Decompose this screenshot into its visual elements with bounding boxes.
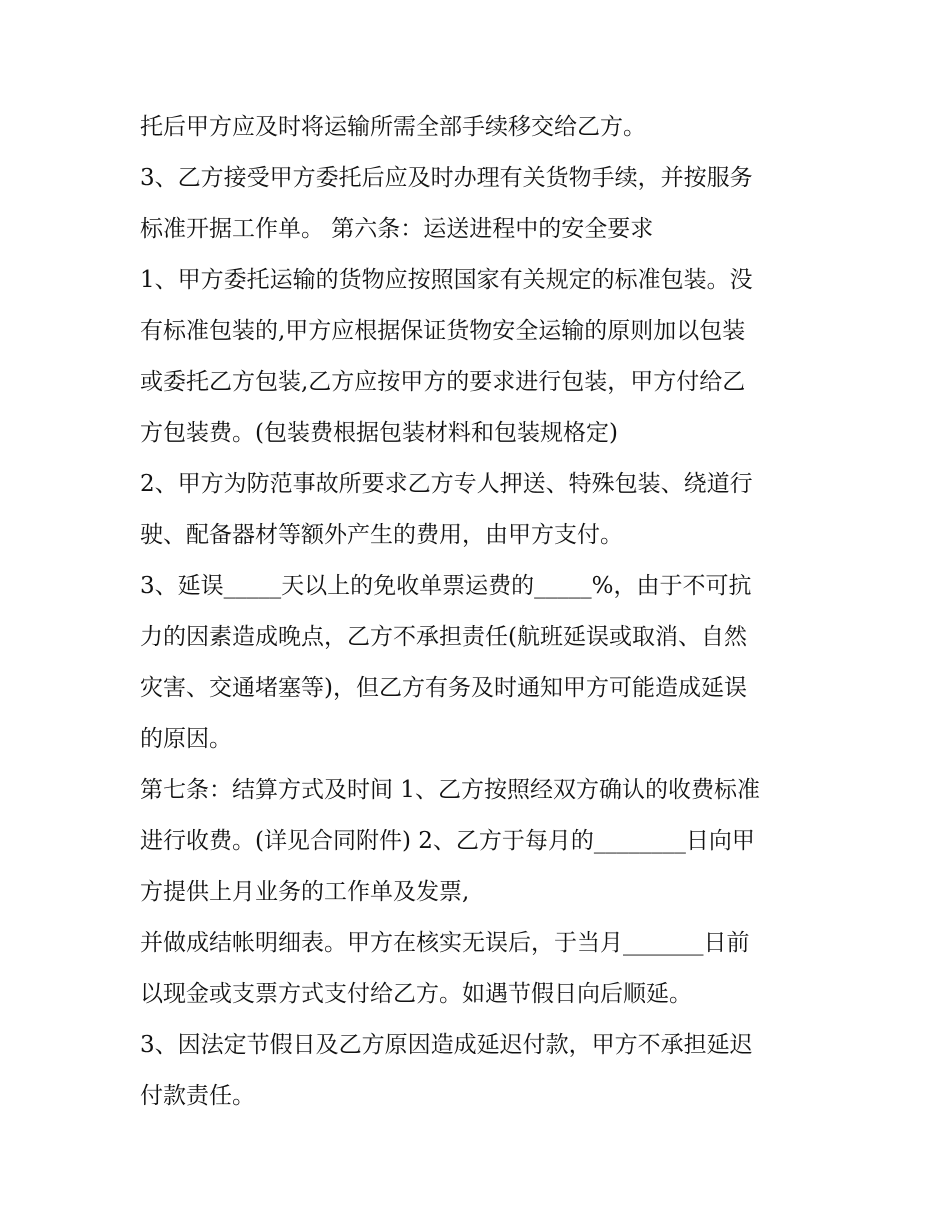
text-line: 3、乙方接受甲方委托后应及时办理有关货物手续，并按服务	[140, 165, 753, 191]
text-line: 1、甲方委托运输的货物应按照国家有关规定的标准包装。没	[140, 267, 753, 293]
text-line: 并做成结帐明细表。甲方在核实无误后，于当月_______日前	[140, 930, 750, 956]
text-line: 驶、配备器材等额外产生的费用，由甲方支付。	[140, 522, 623, 548]
text-line: 托后甲方应及时将运输所需全部手续移交给乙方。	[140, 114, 646, 140]
text-line: 灾害、交通堵塞等)，但乙方有务及时通知甲方可能造成延误	[140, 675, 747, 701]
text-line: 力的因素造成晚点，乙方不承担责任(航班延误或取消、自然	[140, 624, 747, 650]
text-line: 3、因法定节假日及乙方原因造成延迟付款，甲方不承担延迟	[140, 1032, 753, 1058]
text-line: 第七条：结算方式及时间 1、乙方按照经双方确认的收费标准	[140, 777, 760, 803]
text-line: 付款责任。	[140, 1083, 255, 1109]
text-line: 或委托乙方包装,乙方应按甲方的要求进行包装，甲方付给乙	[140, 369, 746, 395]
text-line: 3、延误_____天以上的免收单票运费的_____%，由于不可抗	[140, 573, 752, 599]
text-line: 有标准包装的,甲方应根据保证货物安全运输的原则加以包装	[140, 318, 746, 344]
text-line: 方包装费。(包装费根据包装材料和包装规格定)	[140, 420, 618, 446]
text-line: 方提供上月业务的工作单及发票,	[140, 879, 470, 905]
text-line: 进行收费。(详见合同附件) 2、乙方于每月的________日向甲	[140, 828, 755, 854]
text-line: 的原因。	[140, 726, 232, 752]
text-line: 以现金或支票方式支付给乙方。如遇节假日向后顺延。	[140, 981, 692, 1007]
document-body	[140, 102, 820, 1122]
text-line: 2、甲方为防范事故所要求乙方专人押送、特殊包装、绕道行	[140, 471, 753, 497]
text-line: 标准开据工作单。 第六条：运送进程中的安全要求	[140, 216, 654, 242]
